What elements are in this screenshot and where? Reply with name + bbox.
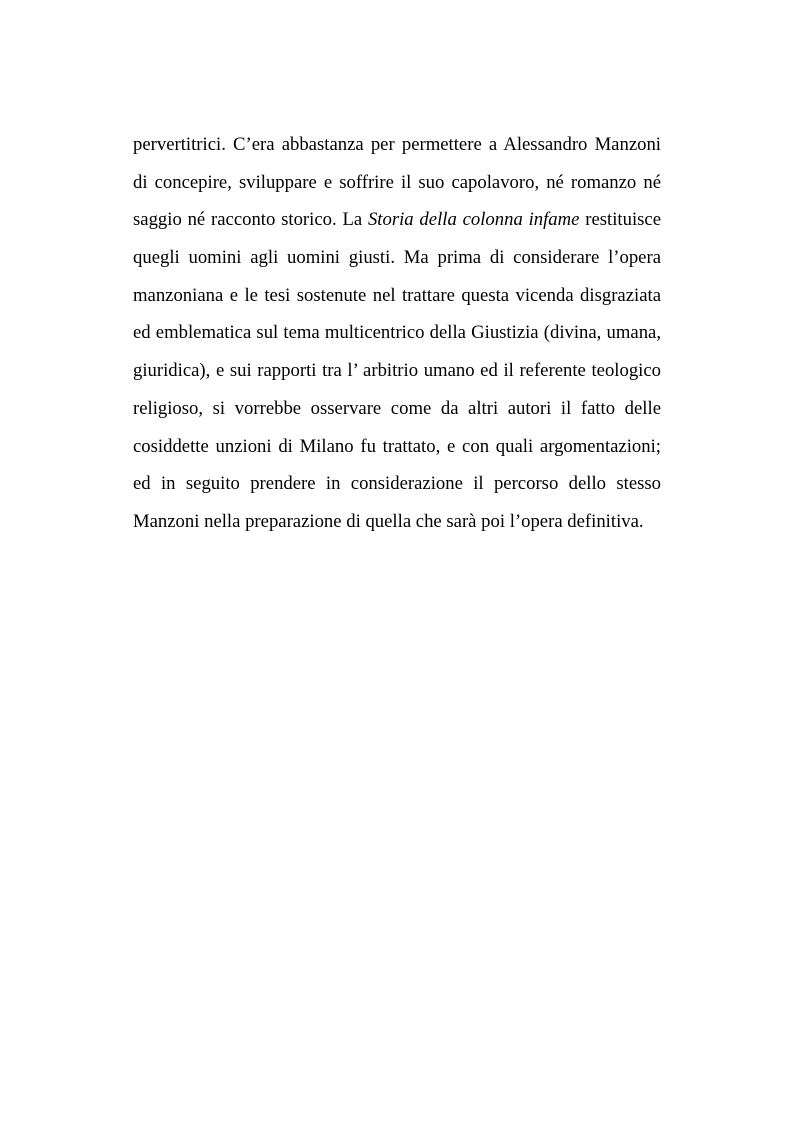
text-line-1: pervertitrici. C’era abbastanza per permettere a Alessandro Manzoni [133,134,661,155]
text-line-2: di concepire, sviluppare e soffrire il suo capolavoro, né romanzo né [133,171,661,193]
text-line-9: cosiddette unzioni di Milano fu trattato, e con quali argomentazioni; [133,435,661,457]
text-line-3-end: restituisce [579,209,662,231]
text-line-8: religioso, si vorrebbe osservare come da altri autori il fatto delle [133,397,661,419]
text-line-7: giuridica), e sui rapporti tra l’ arbitrio umano ed il referente teologico [133,360,661,382]
text-line-4: quegli uomini agli uomini giusti. Ma prima di considerare l’opera [133,247,661,269]
text-line-11: Manzoni nella preparazione di quella che sarà poi l’opera definitiva. [133,510,644,532]
text-line-10: ed in seguito prendere in considerazione il percorso dello stesso [133,473,661,495]
text-line-5: manzoniana e le tesi sostenute nel trattare questa vicenda disgraziata [133,284,661,306]
text-line-3 [133,201,661,239]
text-line-3-start: saggio né racconto storico. La [133,209,368,231]
body-paragraph [133,126,661,541]
text-line-6: ed emblematica sul tema multicentrico della Giustizia (divina, umana, [133,322,661,344]
book-title: Storia della colonna infame [367,209,580,231]
